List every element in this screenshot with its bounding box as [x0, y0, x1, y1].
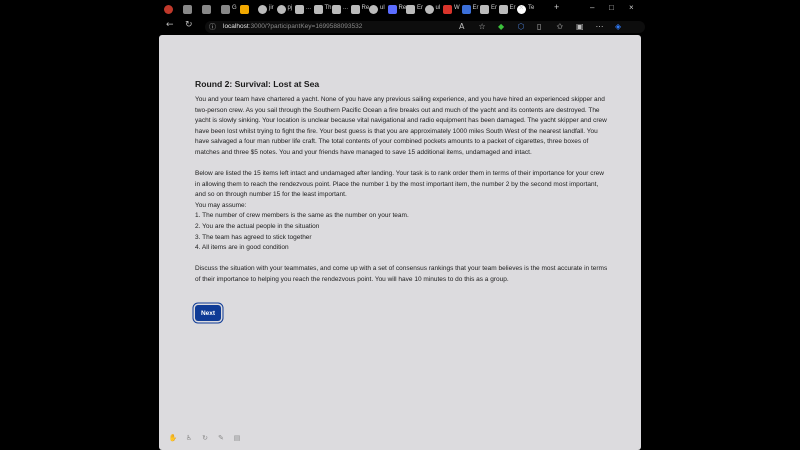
tab-label[interactable]: ul — [435, 5, 441, 11]
wrench-icon[interactable]: ✎ — [218, 434, 224, 442]
maximize-button[interactable]: □ — [609, 3, 614, 12]
assumption-item: 3. The team has agreed to stick together — [195, 233, 312, 241]
tab-label[interactable]: W — [454, 5, 460, 11]
tab-label[interactable]: Re — [398, 5, 407, 11]
devtools-toolbar — [167, 433, 243, 443]
tab-label[interactable]: pj — [287, 5, 293, 11]
next-button[interactable]: Next — [195, 305, 221, 321]
task-text: Below are listed the 15 items left intact and undamaged after landing. Your task is to rank order them in terms of their importance for your crew in allowing them to reach the rendezvous point. Place the number 1 by the most important item, the number 2 by the second most important, and so on through number 15 for the least important. — [195, 170, 604, 199]
tab-label[interactable]: Er — [491, 5, 497, 11]
page-title: Round 2: Survival: Lost at Sea — [195, 79, 320, 89]
favorite-icon[interactable]: ☆ — [478, 22, 486, 31]
globe-icon[interactable] — [369, 5, 378, 14]
refresh-button[interactable]: ↻ — [185, 20, 193, 30]
extension-icon[interactable]: ⬡ — [517, 22, 525, 31]
tab-label[interactable]: Er — [417, 5, 423, 11]
tab-label[interactable]: ul — [380, 5, 385, 11]
accessibility-icon[interactable]: ♿ — [185, 434, 193, 442]
url-text — [223, 23, 362, 30]
read-aloud-icon[interactable]: A — [459, 22, 465, 31]
orange-icon[interactable] — [240, 5, 249, 14]
assumption-item: 2. You are the actual people in the situation — [195, 223, 320, 231]
assumption-item: 4. All items are in good condition — [195, 244, 289, 252]
url-host: localhost — [223, 23, 249, 30]
reset-icon[interactable]: ↻ — [202, 434, 208, 442]
more-icon[interactable]: ⋯ — [595, 22, 604, 31]
hand-icon[interactable]: ✋ — [168, 434, 178, 442]
tab-label[interactable]: Th — [324, 5, 332, 11]
split-icon[interactable]: ▯ — [537, 22, 542, 31]
globe-icon[interactable] — [277, 5, 286, 14]
cross-icon[interactable] — [388, 5, 397, 14]
collections-icon[interactable]: ▣ — [576, 22, 584, 31]
g-icon[interactable] — [221, 5, 230, 14]
discussion-paragraph: Discuss the situation with your teammates, and come up with a set of consensus rankings that your team believes is the most accurate in terms of their importance to helping you reach the rendezvous point. You will have 10 minutes to do this as a group. — [195, 265, 608, 283]
tab-label[interactable]: G — [232, 5, 237, 11]
task-paragraph — [195, 169, 609, 254]
tab-label[interactable]: Te — [528, 5, 535, 11]
assume-heading: You may assume: — [195, 201, 247, 209]
scenario-paragraph: You and your team have chartered a yacht. None of you have any previous sailing experience, and you have hired an experienced skipper and two-person crew. As you sail through the Southern Pacific Ocean a fire breaks out and much of the yacht and its contents are destroyed. The yacht is slowly sinking. Your location is unclear because vital navigational and radio equipment has been damaged. The yacht skipper and crew have been lost whilst trying to fight the fire. Your best guess is that you are approximately 1000 miles South West of the nearest landfall. You have salvaged a four man rubber life craft. The total contents of your combined pockets amounts to a packet of cigarettes, three boxes of matches and three $5 notes. You and your friends have managed to save 15 additional items, undamaged and intact. — [195, 96, 607, 156]
url-path: :3000/?participantKey=1699588093532 — [248, 23, 363, 30]
assumption-item: 1. The number of crew members is the same as the number on your team. — [195, 212, 409, 220]
new-tab-button[interactable]: + — [554, 2, 560, 12]
red-icon[interactable] — [443, 5, 452, 14]
back-button[interactable]: ← — [166, 20, 174, 30]
tab-label[interactable]: jir — [269, 5, 274, 11]
tab-label[interactable]: Er — [472, 5, 479, 11]
blue-icon[interactable] — [462, 5, 471, 14]
tab-label[interactable]: Er — [509, 5, 516, 11]
globe-icon[interactable] — [258, 5, 267, 14]
tab-label[interactable]: ... — [343, 5, 349, 11]
doc-icon[interactable] — [314, 5, 323, 14]
site-info-icon[interactable]: ⓘ — [209, 23, 216, 31]
book-icon[interactable]: ▤ — [233, 434, 241, 442]
avatar-icon[interactable] — [164, 5, 173, 14]
page-content — [159, 35, 641, 450]
tab-label[interactable]: ... — [306, 5, 312, 11]
doc-icon[interactable] — [480, 5, 489, 14]
instructions — [195, 79, 609, 296]
shield-icon[interactable]: ◆ — [498, 22, 505, 31]
sidebar-icon[interactable] — [202, 5, 211, 14]
browser-tab-strip — [0, 0, 800, 20]
dots-icon[interactable] — [332, 5, 341, 14]
copilot-icon[interactable]: ◈ — [615, 22, 622, 31]
doc-icon[interactable] — [499, 5, 508, 14]
doc-icon[interactable] — [406, 5, 415, 14]
text-icon[interactable] — [351, 5, 360, 14]
close-tab-icon[interactable]: × — [519, 3, 524, 12]
dots-icon[interactable] — [295, 5, 304, 14]
tab-label[interactable]: Re — [361, 5, 370, 11]
tabs-icon[interactable] — [183, 5, 192, 14]
favorites-icon[interactable]: ✩ — [556, 22, 564, 31]
minimize-button[interactable]: – — [590, 3, 595, 12]
close-window-button[interactable]: × — [629, 3, 634, 12]
globe-icon[interactable] — [425, 5, 434, 14]
